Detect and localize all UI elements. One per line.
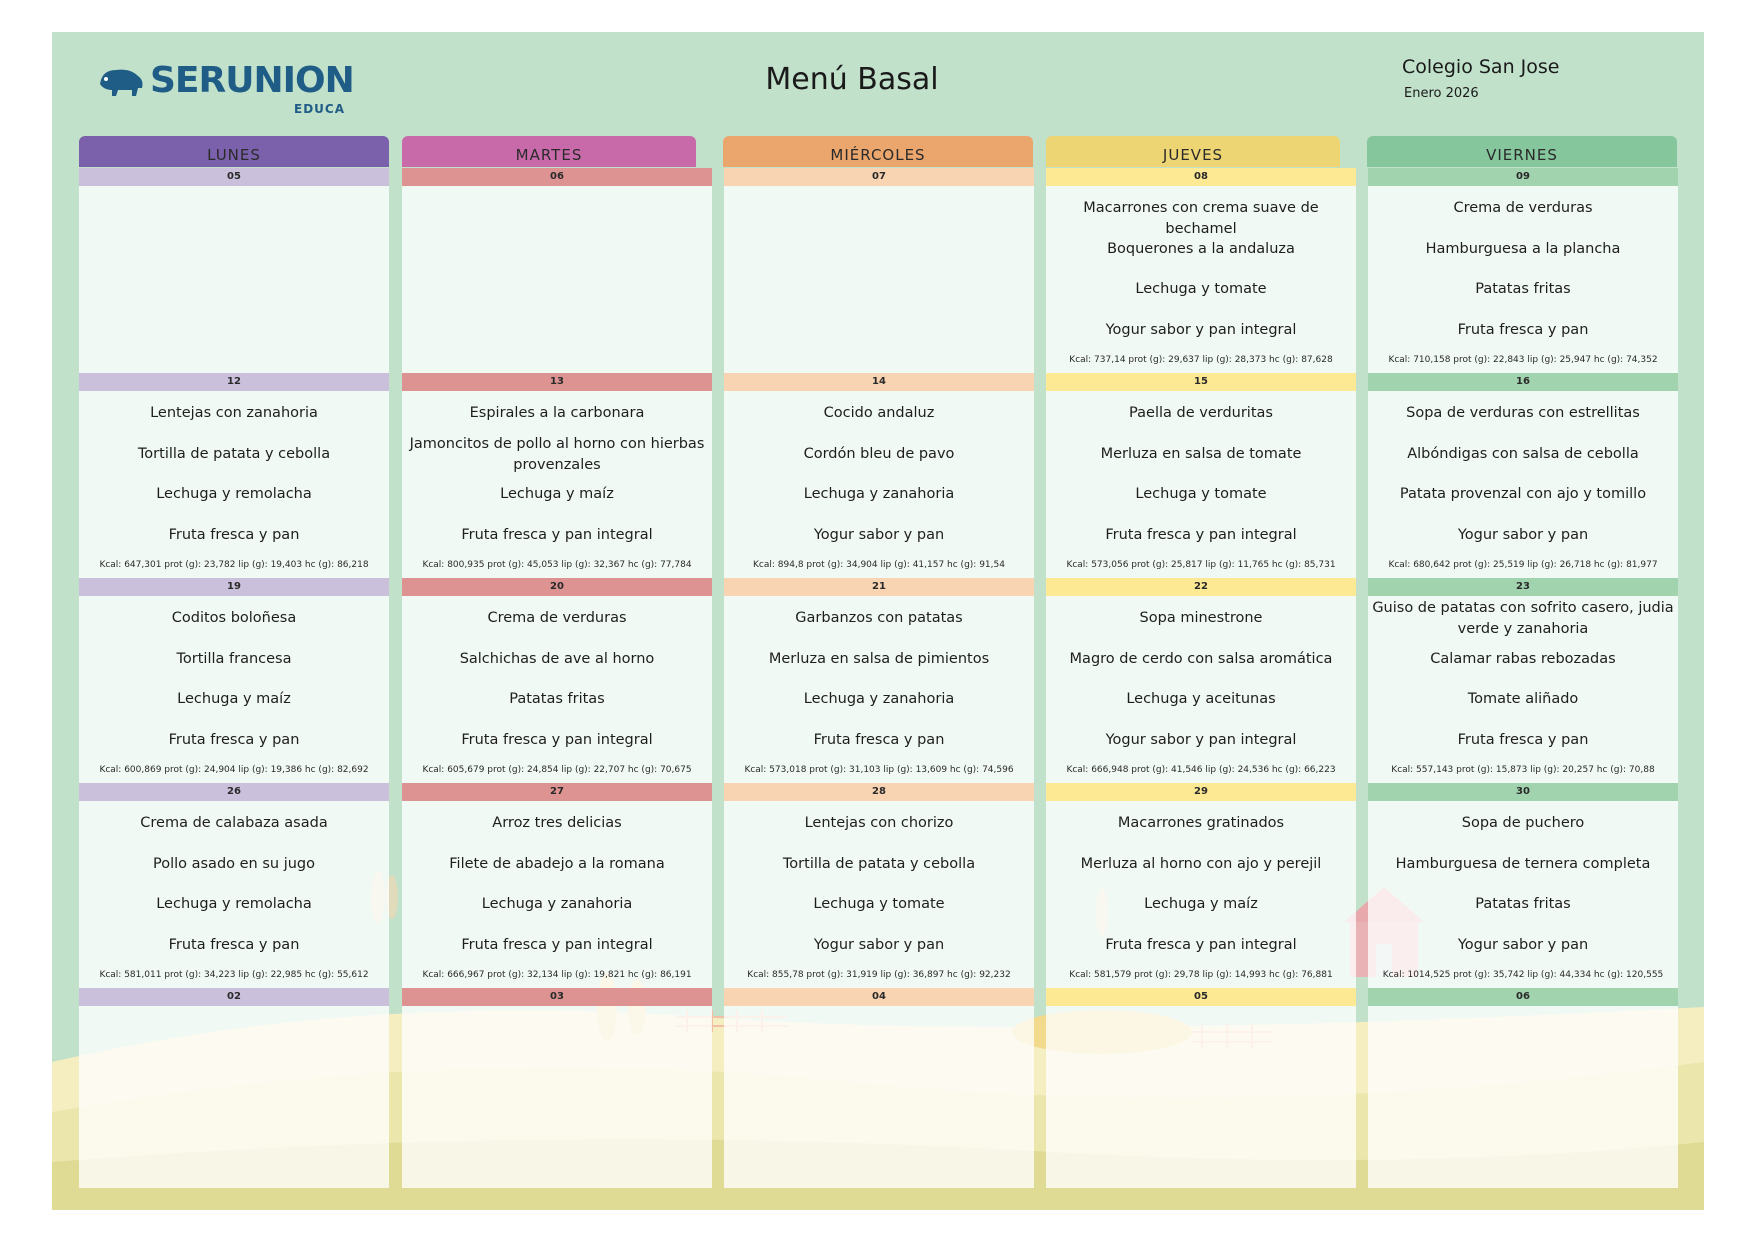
day-cell [1046,578,1356,783]
dish-item: Arroz tres delicias [492,815,622,831]
day-menu [1368,391,1678,578]
dish-item: Sopa de verduras con estrellitas [1406,405,1640,421]
day-cell [724,988,1034,1193]
day-number: 27 [402,783,712,801]
dish-item: Tortilla de patata y cebolla [782,856,976,872]
nutrition-info: Kcal: 600,869 prot (g): 24,904 lip (g): 19,386 hc (g): 82,692 [99,765,369,775]
nutrition-info: Kcal: 666,948 prot (g): 41,546 lip (g): 24,536 hc (g): 66,223 [1066,765,1336,775]
dish-item: Boquerones a la andaluza [1107,241,1295,257]
dish-item: Tomate aliñado [1467,691,1579,707]
day-menu [79,186,389,373]
dish-item: Sopa minestrone [1139,610,1263,626]
day-menu [1046,801,1356,988]
dish-item: Crema de calabaza asada [140,815,328,831]
day-cell [402,988,712,1193]
day-cell [724,168,1034,373]
dish-item: Fruta fresca y pan integral [1105,527,1297,543]
day-menu [1046,391,1356,578]
day-number: 08 [1046,168,1356,186]
day-number: 07 [724,168,1034,186]
nutrition-info: Kcal: 557,143 prot (g): 15,873 lip (g): 20,257 hc (g): 70,88 [1391,765,1655,775]
day-menu [724,391,1034,578]
day-menu [724,801,1034,988]
dish-item: Patatas fritas [509,691,605,707]
menu-month: Enero 2026 [1404,86,1479,101]
dish-item: Calamar rabas rebozadas [1430,651,1616,667]
dish-item: Lechuga y zanahoria [803,691,955,707]
day-number: 06 [402,168,712,186]
day-number: 19 [79,578,389,596]
dish-item: Paella de verduritas [1129,405,1273,421]
dish-item: Lechuga y aceitunas [1126,691,1276,707]
day-menu [724,596,1034,783]
school-name: Colegio San Jose [1402,56,1560,78]
day-menu [1368,596,1678,783]
day-number: 21 [724,578,1034,596]
day-cell [402,168,712,373]
nutrition-info: Kcal: 680,642 prot (g): 25,519 lip (g): 26,718 hc (g): 81,977 [1388,560,1658,570]
dish-item: Crema de verduras [487,610,627,626]
day-number: 29 [1046,783,1356,801]
nutrition-info: Kcal: 666,967 prot (g): 32,134 lip (g): 19,821 hc (g): 86,191 [422,970,692,980]
dish-item: Lechuga y tomate [1135,281,1267,297]
dish-item: Macarrones con crema suave de bechamel [1083,200,1319,237]
dish-item: Fruta fresca y pan [1457,732,1589,748]
dish-item: Fruta fresca y pan integral [1105,937,1297,953]
dish-item: Lechuga y maíz [177,691,291,707]
nutrition-info: Kcal: 647,301 prot (g): 23,782 lip (g): 19,403 hc (g): 86,218 [99,560,369,570]
day-menu [402,801,712,988]
day-menu [724,186,1034,373]
day-number: 14 [724,373,1034,391]
dish-item: Magro de cerdo con salsa aromática [1069,651,1333,667]
day-cell [79,168,389,373]
day-cell [724,578,1034,783]
day-cell [79,578,389,783]
day-number: 16 [1368,373,1678,391]
nutrition-info: Kcal: 710,158 prot (g): 22,843 lip (g): 25,947 hc (g): 74,352 [1388,355,1658,365]
day-number: 23 [1368,578,1678,596]
dish-item: Espirales a la carbonara [469,405,645,421]
dish-item: Cocido andaluz [823,405,935,421]
day-cell [1368,373,1678,578]
dish-item: Tortilla francesa [176,651,292,667]
dish-item: Lechuga y maíz [1144,896,1258,912]
logo-wordmark: SERUNION [150,60,354,101]
dish-item: Coditos boloñesa [171,610,297,626]
dish-item: Filete de abadejo a la romana [449,856,665,872]
dish-item: Lechuga y remolacha [156,896,312,912]
day-menu [1046,186,1356,373]
day-number: 09 [1368,168,1678,186]
nutrition-info: Kcal: 1014,525 prot (g): 35,742 lip (g): 44,334 hc (g): 120,555 [1382,970,1664,980]
day-cell [1046,373,1356,578]
dish-item: Lechuga y zanahoria [481,896,633,912]
day-menu [402,1006,712,1188]
day-number: 20 [402,578,712,596]
dish-item: Fruta fresca y pan [168,527,300,543]
dish-item: Fruta fresca y pan [1457,322,1589,338]
weekday-header-lunes: LUNES [79,136,389,167]
day-number: 02 [79,988,389,1006]
nutrition-info: Kcal: 573,056 prot (g): 25,817 lip (g): 11,765 hc (g): 85,731 [1066,560,1336,570]
day-number: 05 [1046,988,1356,1006]
day-cell [724,783,1034,988]
nutrition-info: Kcal: 894,8 prot (g): 34,904 lip (g): 41,157 hc (g): 91,54 [753,560,1005,570]
dish-item: Patatas fritas [1475,281,1571,297]
day-cell [1368,578,1678,783]
day-menu [402,391,712,578]
day-number: 12 [79,373,389,391]
dish-item: Hamburguesa de ternera completa [1395,856,1651,872]
day-menu [402,186,712,373]
day-menu [79,391,389,578]
logo-subtitle: EDUCA [294,102,345,116]
day-number: 30 [1368,783,1678,801]
day-menu [1368,186,1678,373]
day-cell [1368,168,1678,373]
day-number: 03 [402,988,712,1006]
dish-item: Yogur sabor y pan integral [1105,732,1297,748]
nutrition-info: Kcal: 581,579 prot (g): 29,78 lip (g): 14,993 hc (g): 76,881 [1069,970,1333,980]
day-menu [1046,596,1356,783]
dish-item: Lechuga y tomate [813,896,945,912]
dish-item: Sopa de puchero [1461,815,1585,831]
nutrition-info: Kcal: 605,679 prot (g): 24,854 lip (g): 22,707 hc (g): 70,675 [422,765,692,775]
dish-item: Merluza al horno con ajo y perejil [1080,856,1322,872]
day-number: 13 [402,373,712,391]
dish-item: Yogur sabor y pan [813,937,945,953]
nutrition-info: Kcal: 855,78 prot (g): 31,919 lip (g): 36,897 hc (g): 92,232 [747,970,1011,980]
menu-frame [52,32,1704,1210]
dish-item: Lentejas con zanahoria [150,405,318,421]
dish-item: Tortilla de patata y cebolla [137,446,331,462]
dish-item: Fruta fresca y pan integral [461,732,653,748]
day-menu [79,801,389,988]
day-number: 15 [1046,373,1356,391]
dish-item: Cordón bleu de pavo [803,446,955,462]
day-cell [1046,988,1356,1193]
page-title: Menú Basal [765,62,939,97]
weekday-header-viernes: VIERNES [1367,136,1677,167]
day-cell [1046,783,1356,988]
dish-item: Pollo asado en su jugo [152,856,315,872]
dish-item: Yogur sabor y pan [1457,527,1589,543]
dish-item: Fruta fresca y pan integral [461,527,653,543]
dish-item: Lechuga y remolacha [156,486,312,502]
day-number: 28 [724,783,1034,801]
day-number: 22 [1046,578,1356,596]
day-cell [1368,783,1678,988]
day-cell [79,783,389,988]
day-number: 06 [1368,988,1678,1006]
day-number: 26 [79,783,389,801]
nutrition-info: Kcal: 737,14 prot (g): 29,637 lip (g): 28,373 hc (g): 87,628 [1069,355,1333,365]
dish-item: Fruta fresca y pan [168,732,300,748]
day-menu [1368,801,1678,988]
dish-item: Lechuga y maíz [500,486,614,502]
day-menu [402,596,712,783]
day-cell [79,988,389,1193]
dish-item: Albóndigas con salsa de cebolla [1407,446,1639,462]
dish-item: Fruta fresca y pan integral [461,937,653,953]
day-menu [1046,1006,1356,1188]
dish-item: Patata provenzal con ajo y tomillo [1399,486,1647,502]
dish-item: Lentejas con chorizo [804,815,954,831]
day-cell [1046,168,1356,373]
dish-item: Merluza en salsa de pimientos [768,651,990,667]
day-menu [79,596,389,783]
dish-item: Jamoncitos de pollo al horno con hierbas provenzales [409,436,705,473]
day-menu [79,1006,389,1188]
day-menu [724,1006,1034,1188]
day-cell [402,373,712,578]
day-cell [724,373,1034,578]
dish-item: Fruta fresca y pan [813,732,945,748]
weekday-header-jueves: JUEVES [1046,136,1340,167]
dish-item: Salchichas de ave al horno [459,651,655,667]
day-cell [1368,988,1678,1193]
dish-item: Macarrones gratinados [1117,815,1285,831]
dish-item: Patatas fritas [1475,896,1571,912]
dish-item: Crema de verduras [1453,200,1593,216]
nutrition-info: Kcal: 581,011 prot (g): 34,223 lip (g): 22,985 hc (g): 55,612 [99,970,369,980]
dish-item: Garbanzos con patatas [795,610,963,626]
day-menu [1368,1006,1678,1188]
dish-item: Yogur sabor y pan [813,527,945,543]
dish-item: Guiso de patatas con sofrito casero, judia verde y zanahoria [1372,600,1674,637]
dish-item: Lechuga y tomate [1135,486,1267,502]
dish-item: Merluza en salsa de tomate [1100,446,1302,462]
dish-item: Yogur sabor y pan integral [1105,322,1297,338]
day-number: 04 [724,988,1034,1006]
day-cell [402,783,712,988]
nutrition-info: Kcal: 573,018 prot (g): 31,103 lip (g): 13,609 hc (g): 74,596 [744,765,1014,775]
dish-item: Lechuga y zanahoria [803,486,955,502]
day-number: 05 [79,168,389,186]
weekday-header-miercoles: MIÉRCOLES [723,136,1033,167]
dish-item: Fruta fresca y pan [168,937,300,953]
dish-item: Hamburguesa a la plancha [1425,241,1621,257]
dish-item: Yogur sabor y pan [1457,937,1589,953]
day-cell [79,373,389,578]
day-cell [402,578,712,783]
weekday-header-martes: MARTES [402,136,696,167]
nutrition-info: Kcal: 800,935 prot (g): 45,053 lip (g): 32,367 hc (g): 77,784 [422,560,692,570]
